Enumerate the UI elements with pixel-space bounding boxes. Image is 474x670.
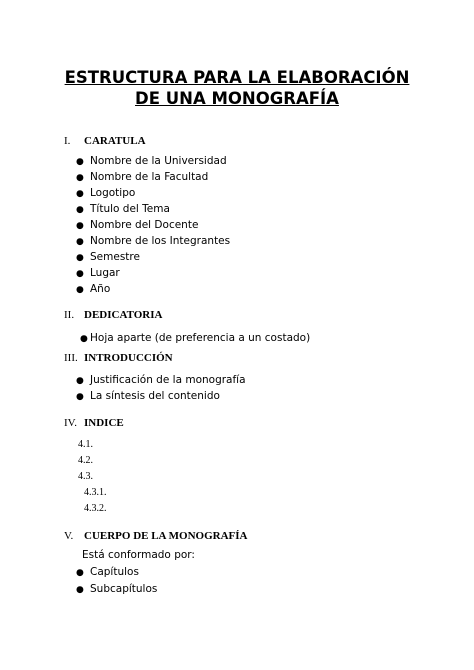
bullet-icon: ● [76,157,84,167]
index-subitem: 4.2. [78,455,93,466]
list-item: ● Nombre de los Integrantes [76,235,231,247]
section-heading-cuerpo [64,530,247,543]
bullet-icon: ● [76,221,84,231]
section-name: INDICE [84,417,124,429]
bullet-icon: ● [76,269,84,279]
list-item: ● Semestre [76,251,140,263]
section-number: V. [64,530,74,542]
index-subitem: 4.1. [78,439,93,450]
index-subitem: 4.3. [78,471,93,482]
list-item: ● Nombre de la Universidad [76,155,227,167]
bullet-icon: ● [76,392,84,402]
section-name: CARATULA [84,135,146,147]
bullet-icon: ● [76,253,84,263]
index-subitem: 4.3.1. [84,487,107,498]
section-name: INTRODUCCIÓN [84,352,173,364]
bullet-icon: ● [76,376,84,386]
section-name: CUERPO DE LA MONOGRAFÍA [84,530,248,542]
bullet-icon: ● [76,173,84,183]
section-name: DEDICATORIA [84,309,163,321]
bullet-icon: ● [76,585,84,595]
section-intro-text: Está conformado por: [82,549,195,561]
document-title-line-2: DE UNA MONOGRAFÍA [135,89,339,108]
bullet-icon: ● [76,189,84,199]
bullet-icon: ● [80,334,88,344]
bullet-icon: ● [76,285,84,295]
list-item: ● Nombre del Docente [76,219,199,231]
section-number: IV. [64,417,77,429]
list-item: ● Logotipo [76,187,136,199]
section-heading-indice [64,417,124,430]
list-item: ● Lugar [76,267,120,279]
section-heading-dedicatoria [64,309,162,322]
list-item: ● La síntesis del contenido [76,390,220,402]
bullet-icon: ● [76,205,84,215]
document-title-line-1: ESTRUCTURA PARA LA ELABORACIÓN [64,68,410,87]
list-item: ● Capítulos [76,566,139,578]
section-number: II. [64,309,75,321]
section-heading-caratula [64,135,146,148]
bullet-icon: ● [76,237,84,247]
list-item: ● Subcapítulos [76,583,158,595]
list-item: ● Título del Tema [76,203,170,215]
index-subitem: 4.3.2. [84,503,107,514]
list-item: ● Hoja aparte (de preferencia a un costado) [80,332,311,344]
section-number: I. [64,135,71,147]
bullet-icon: ● [76,568,84,578]
section-heading-introduccion [64,352,173,365]
list-item: ● Nombre de la Facultad [76,171,209,183]
list-item: ● Año [76,283,111,295]
section-number: III. [64,352,78,364]
list-item: ● Justificación de la monografía [76,374,246,386]
